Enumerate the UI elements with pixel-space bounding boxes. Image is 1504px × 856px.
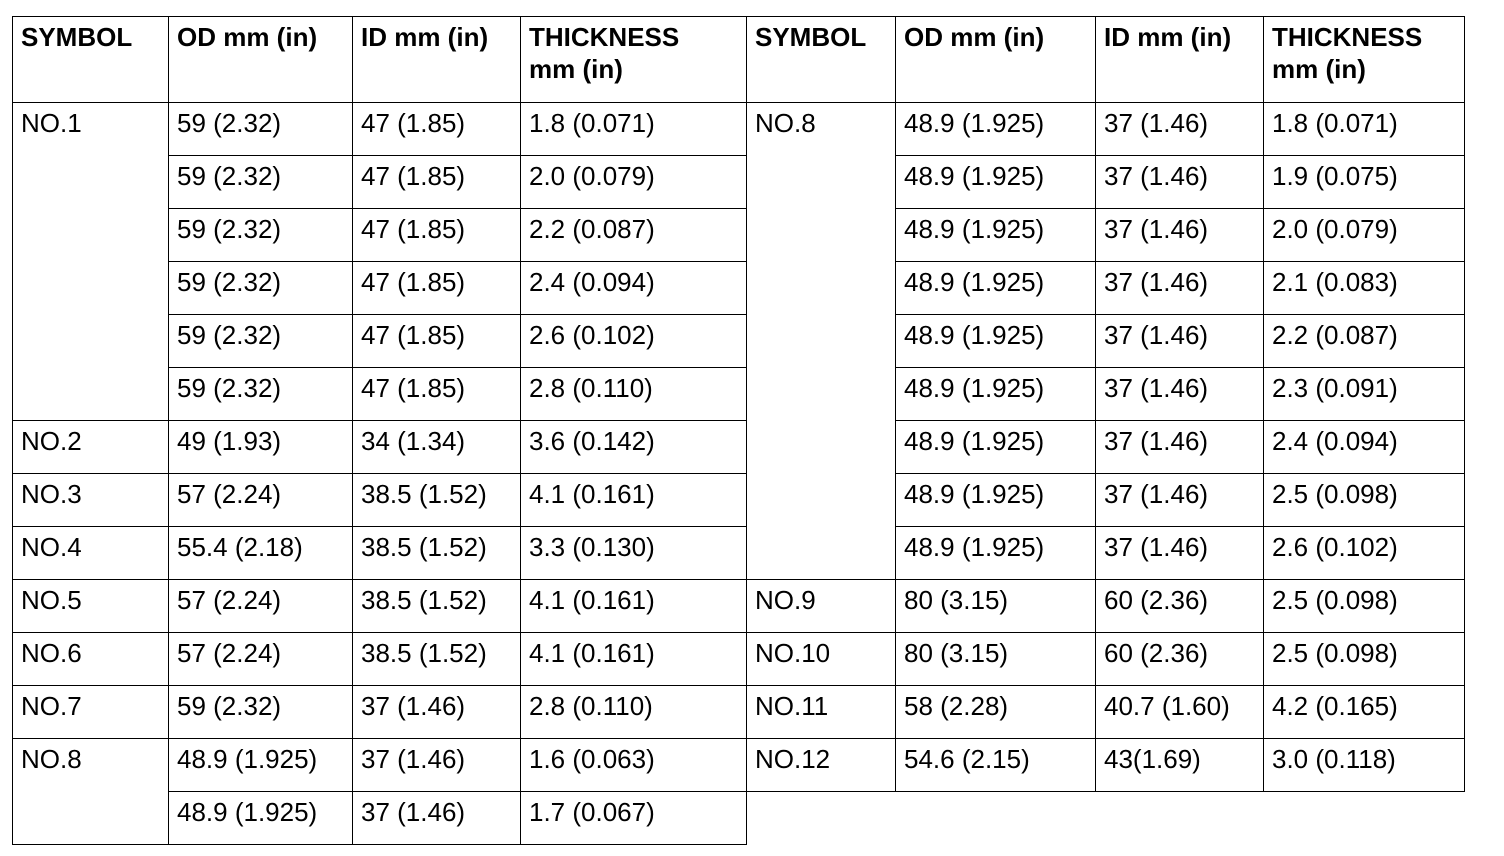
od-cell-left: 57 (2.24) [169, 580, 353, 633]
thickness-cell-right: 2.5 (0.098) [1264, 580, 1465, 633]
id-cell-right: 37 (1.46) [1096, 262, 1264, 315]
od-cell-left: 48.9 (1.925) [169, 739, 353, 792]
table-row [13, 421, 1465, 474]
table-row [13, 156, 1465, 209]
thickness-cell-left: 3.3 (0.130) [521, 527, 747, 580]
id-cell-right: 37 (1.46) [1096, 527, 1264, 580]
id-cell-left: 38.5 (1.52) [353, 580, 521, 633]
table-row [13, 474, 1465, 527]
thickness-cell-left: 2.2 (0.087) [521, 209, 747, 262]
od-cell-left: 55.4 (2.18) [169, 527, 353, 580]
od-cell-right: 54.6 (2.15) [896, 739, 1096, 792]
table-row [13, 686, 1465, 739]
od-cell-right: 48.9 (1.925) [896, 209, 1096, 262]
table-row [13, 739, 1465, 792]
id-cell-right: 37 (1.46) [1096, 421, 1264, 474]
symbol-cell-left: NO.2 [13, 421, 169, 474]
id-cell-left: 37 (1.46) [353, 739, 521, 792]
thickness-cell-right: 1.9 (0.075) [1264, 156, 1465, 209]
id-cell-left: 38.5 (1.52) [353, 633, 521, 686]
symbol-cell-right: NO.11 [747, 686, 896, 739]
empty-cell [747, 792, 1465, 845]
od-cell-left: 59 (2.32) [169, 103, 353, 156]
id-cell-left: 47 (1.85) [353, 315, 521, 368]
header-od-right: OD mm (in) [896, 17, 1096, 103]
table-row [13, 209, 1465, 262]
thickness-cell-right: 2.0 (0.079) [1264, 209, 1465, 262]
od-cell-left: 49 (1.93) [169, 421, 353, 474]
id-cell-left: 38.5 (1.52) [353, 474, 521, 527]
od-cell-left: 59 (2.32) [169, 686, 353, 739]
symbol-cell-right: NO.10 [747, 633, 896, 686]
thickness-cell-left: 2.8 (0.110) [521, 686, 747, 739]
id-cell-right: 40.7 (1.60) [1096, 686, 1264, 739]
shim-spec-table [12, 16, 1465, 845]
header-thickness-line1: THICKNESS [529, 22, 680, 52]
table-row [13, 527, 1465, 580]
id-cell-left: 47 (1.85) [353, 103, 521, 156]
symbol-cell-right: NO.8 [747, 103, 896, 580]
thickness-cell-left: 4.1 (0.161) [521, 633, 747, 686]
thickness-cell-right: 2.5 (0.098) [1264, 474, 1465, 527]
od-cell-left: 59 (2.32) [169, 315, 353, 368]
table-row [13, 262, 1465, 315]
symbol-cell-right: NO.9 [747, 580, 896, 633]
header-thickness-line2: mm (in) [529, 54, 623, 84]
table-row [13, 792, 1465, 845]
od-cell-right: 80 (3.15) [896, 633, 1096, 686]
id-cell-right: 60 (2.36) [1096, 580, 1264, 633]
id-cell-right: 60 (2.36) [1096, 633, 1264, 686]
header-symbol-right: SYMBOL [747, 17, 896, 103]
id-cell-left: 38.5 (1.52) [353, 527, 521, 580]
table-row [13, 633, 1465, 686]
header-id-right: ID mm (in) [1096, 17, 1264, 103]
thickness-cell-left: 4.1 (0.161) [521, 580, 747, 633]
thickness-cell-right: 2.6 (0.102) [1264, 527, 1465, 580]
thickness-cell-right: 2.5 (0.098) [1264, 633, 1465, 686]
thickness-cell-left: 1.7 (0.067) [521, 792, 747, 845]
od-cell-right: 48.9 (1.925) [896, 527, 1096, 580]
id-cell-left: 34 (1.34) [353, 421, 521, 474]
od-cell-right: 58 (2.28) [896, 686, 1096, 739]
thickness-cell-left: 2.0 (0.079) [521, 156, 747, 209]
id-cell-left: 37 (1.46) [353, 686, 521, 739]
od-cell-right: 80 (3.15) [896, 580, 1096, 633]
od-cell-left: 59 (2.32) [169, 368, 353, 421]
thickness-cell-left: 3.6 (0.142) [521, 421, 747, 474]
symbol-cell-left: NO.3 [13, 474, 169, 527]
header-row [13, 17, 1465, 103]
od-cell-left: 57 (2.24) [169, 633, 353, 686]
header-thickness-line1: THICKNESS [1272, 22, 1423, 52]
thickness-cell-right: 2.2 (0.087) [1264, 315, 1465, 368]
id-cell-right: 37 (1.46) [1096, 474, 1264, 527]
symbol-cell-left: NO.6 [13, 633, 169, 686]
id-cell-right: 37 (1.46) [1096, 209, 1264, 262]
od-cell-left: 59 (2.32) [169, 209, 353, 262]
od-cell-left: 48.9 (1.925) [169, 792, 353, 845]
thickness-cell-left: 2.4 (0.094) [521, 262, 747, 315]
id-cell-left: 47 (1.85) [353, 209, 521, 262]
id-cell-right: 37 (1.46) [1096, 315, 1264, 368]
id-cell-right: 43(1.69) [1096, 739, 1264, 792]
thickness-cell-right: 2.4 (0.094) [1264, 421, 1465, 474]
thickness-cell-left: 1.8 (0.071) [521, 103, 747, 156]
table-row [13, 368, 1465, 421]
header-id-left: ID mm (in) [353, 17, 521, 103]
table-row [13, 580, 1465, 633]
thickness-cell-left: 2.6 (0.102) [521, 315, 747, 368]
thickness-cell-right: 3.0 (0.118) [1264, 739, 1465, 792]
od-cell-right: 48.9 (1.925) [896, 315, 1096, 368]
thickness-cell-right: 2.3 (0.091) [1264, 368, 1465, 421]
od-cell-right: 48.9 (1.925) [896, 156, 1096, 209]
od-cell-right: 48.9 (1.925) [896, 421, 1096, 474]
thickness-cell-left: 1.6 (0.063) [521, 739, 747, 792]
symbol-cell-left: NO.1 [13, 103, 169, 421]
id-cell-right: 37 (1.46) [1096, 368, 1264, 421]
symbol-cell-left: NO.7 [13, 686, 169, 739]
od-cell-right: 48.9 (1.925) [896, 262, 1096, 315]
table-row [13, 103, 1465, 156]
id-cell-left: 37 (1.46) [353, 792, 521, 845]
symbol-cell-left: NO.8 [13, 739, 169, 845]
id-cell-left: 47 (1.85) [353, 262, 521, 315]
od-cell-right: 48.9 (1.925) [896, 368, 1096, 421]
od-cell-left: 59 (2.32) [169, 262, 353, 315]
header-od-left: OD mm (in) [169, 17, 353, 103]
header-thickness-line2: mm (in) [1272, 54, 1366, 84]
header-thickness-left [521, 17, 747, 103]
id-cell-right: 37 (1.46) [1096, 156, 1264, 209]
thickness-cell-right: 4.2 (0.165) [1264, 686, 1465, 739]
od-cell-right: 48.9 (1.925) [896, 474, 1096, 527]
od-cell-right: 48.9 (1.925) [896, 103, 1096, 156]
header-thickness-right [1264, 17, 1465, 103]
thickness-cell-right: 2.1 (0.083) [1264, 262, 1465, 315]
symbol-cell-left: NO.5 [13, 580, 169, 633]
thickness-cell-left: 4.1 (0.161) [521, 474, 747, 527]
header-symbol-left: SYMBOL [13, 17, 169, 103]
od-cell-left: 59 (2.32) [169, 156, 353, 209]
symbol-cell-left: NO.4 [13, 527, 169, 580]
table-row [13, 315, 1465, 368]
id-cell-right: 37 (1.46) [1096, 103, 1264, 156]
thickness-cell-left: 2.8 (0.110) [521, 368, 747, 421]
id-cell-left: 47 (1.85) [353, 368, 521, 421]
symbol-cell-right: NO.12 [747, 739, 896, 792]
thickness-cell-right: 1.8 (0.071) [1264, 103, 1465, 156]
id-cell-left: 47 (1.85) [353, 156, 521, 209]
od-cell-left: 57 (2.24) [169, 474, 353, 527]
